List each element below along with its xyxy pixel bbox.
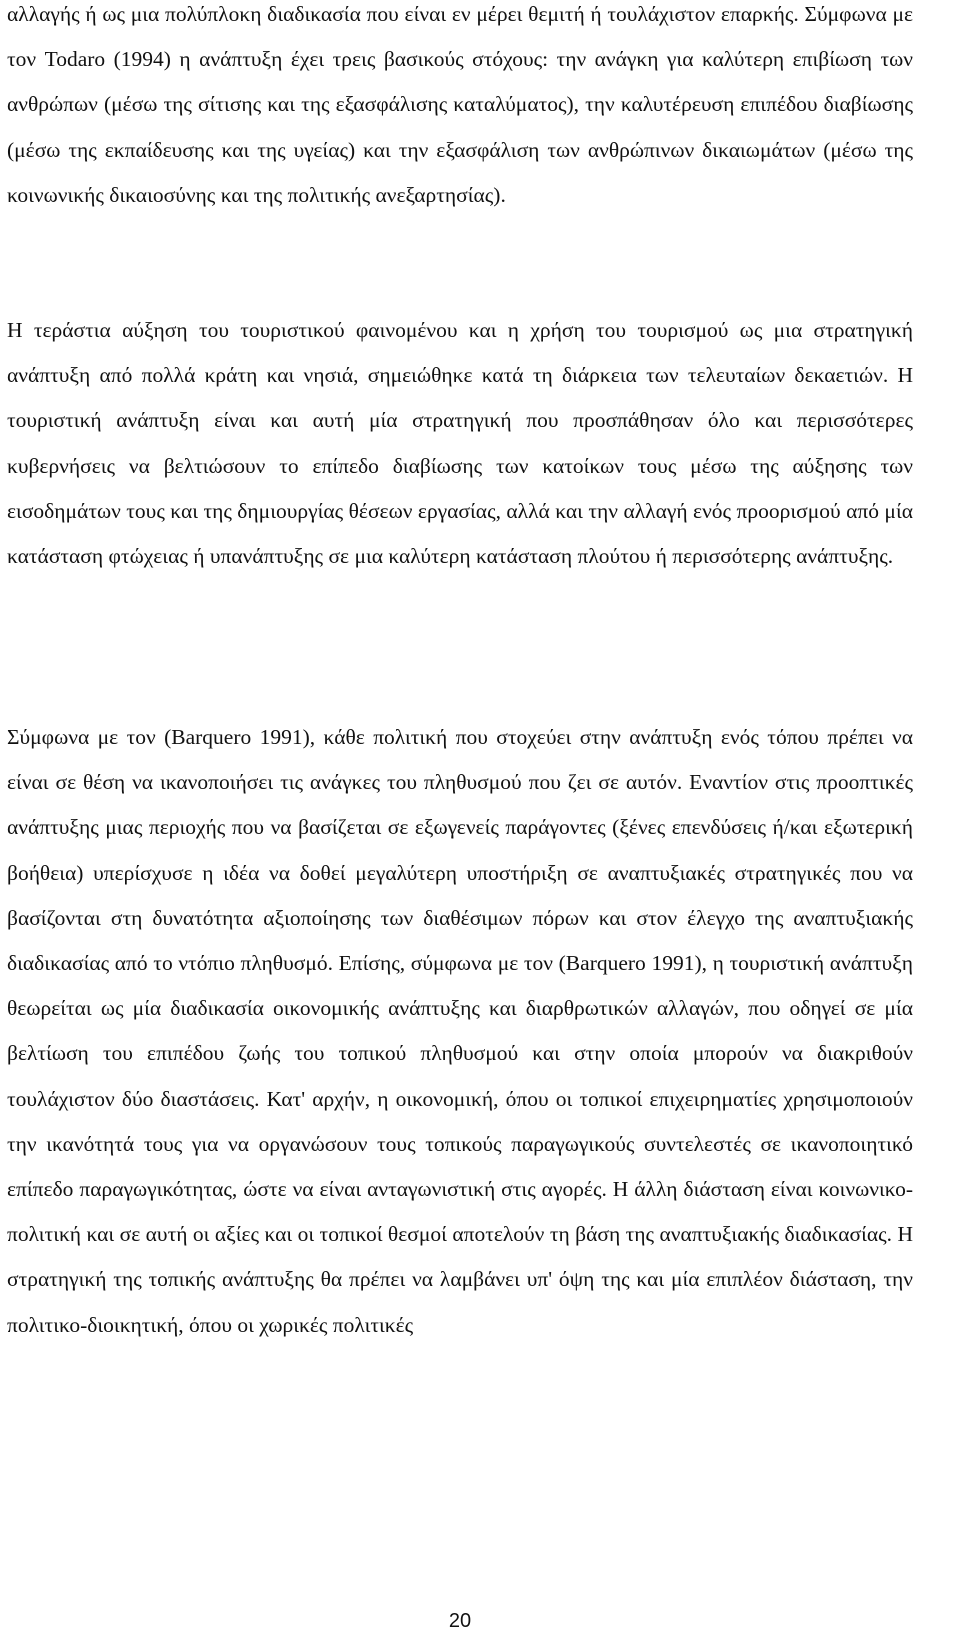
paragraph-barquero-local-development: Σύμφωνα με τον (Barquero 1991), κάθε πολιτική που στοχεύει στην ανάπτυξη ενός τόπου πρέπει να είναι σε θέση να ικανοποιήσει τις ανάγκες του πληθυσμού που ζει σε αυτόν. Εναντίον στις προοπτικές ανάπτυξης μιας περιοχής που να βασίζεται σε εξωγενείς παράγοντες (ξένες επενδύσεις ή/και εξωτερική βοήθεια) υπερίσχυσε η ιδέα να δοθεί μεγαλύτερη υποστήριξη σε αναπτυξιακές στρατηγικές που να βασίζονται στη δυνατότητα αξιοποίησης των διαθέσιμων πόρων και στον έλεγχο της αναπτυξιακής διαδικασίας από το ντόπιο πληθυσμό. Επίσης, σύμφωνα με τον (Barquero 1991), η τουριστική ανάπτυξη θεωρείται ως μία διαδικασία οικονομικής ανάπτυξης και διαρθρωτικών αλλαγών, που οδηγεί σε μία βελτίωση του επιπέδου ζωής του τοπικού πληθυσμού και στην οποία μπορούν να διακριθούν τουλάχιστον δύο διαστάσεις. Κατ' αρχήν, η οικονομική, όπου οι τοπικοί επιχειρηματίες χρησιμοποιούν την ικανότητά τους για να οργανώσουν τους τοπικούς παραγωγικούς συντελεστές σε ικανοποιητικό επίπεδο παραγωγικότητας, ώστε να είναι ανταγωνιστική στις αγορές. Η άλλη διάσταση είναι κοινωνικο-πολιτική και σε αυτή οι αξίες και οι τοπικοί θεσμοί αποτελούν τη βάση της αναπτυξιακής διαδικασίας. Η στρατηγική της τοπικής ανάπτυξης θα πρέπει να λαμβάνει υπ' όψη της και μία επιπλέον διάσταση, την πολιτικο-διοικητική, όπου οι χωρικές πολιτικές: [7, 725, 913, 1337]
paragraph-todaro-development-goals: αλλαγής ή ως μια πολύπλοκη διαδικασία που είναι εν μέρει θεμιτή ή τουλάχιστον επαρκής. Σύμφωνα με τον Todaro (1994) η ανάπτυξη έχει τρεις βασικούς στόχους: την ανάγκη για καλύτερη επιβίωση των ανθρώπων (μέσω της σίτισης και της εξασφάλισης καταλύματος), την καλυτέρευση επιπέδου διαβίωσης (μέσω της εκπαίδευσης και της υγείας) και την εξασφάλιση των ανθρώπινων δικαιωμάτων (μέσω της κοινωνικής δικαιοσύνης και της πολιτικής ανεξαρτησίας).: [7, 2, 913, 207]
document-page: [7, 0, 913, 1647]
page-number: 20: [448, 1610, 472, 1632]
paragraph-tourism-growth: Η τεράστια αύξηση του τουριστικού φαινομένου και η χρήση του τουρισμού ως μια στρατηγική ανάπτυξη από πολλά κράτη και νησιά, σημειώθηκε κατά τη διάρκεια των τελευταίων δεκαετιών. Η τουριστική ανάπτυξη είναι και αυτή μία στρατηγική που προσπάθησαν όλο και περισσότερες κυβερνήσεις να βελτιώσουν το επίπεδο διαβίωσης των κατοίκων τους μέσω της αύξησης των εισοδημάτων τους και της δημιουργίας θέσεων εργασίας, αλλά και την αλλαγή ενός προορισμού από μία κατάσταση φτώχειας ή υπανάπτυξης σε μια καλύτερη κατάσταση πλούτου ή περισσότερης ανάπτυξης.: [7, 318, 913, 569]
